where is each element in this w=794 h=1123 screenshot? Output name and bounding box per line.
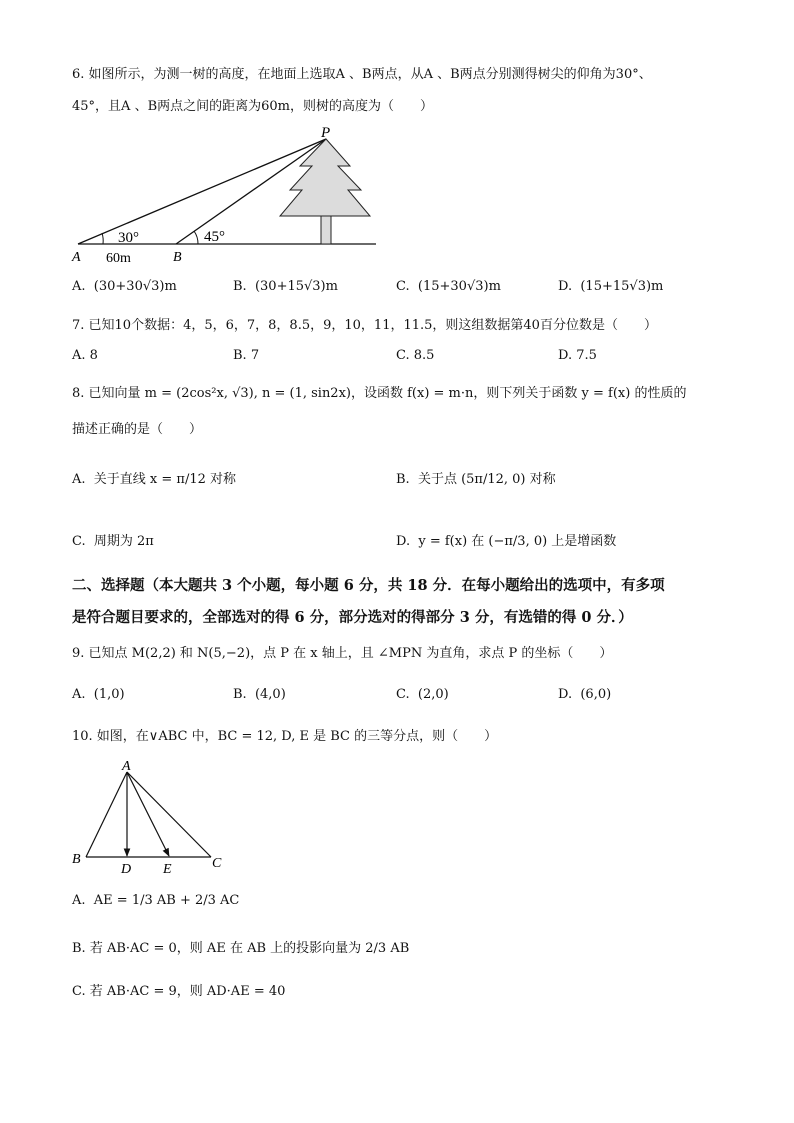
side-ab [86,772,127,857]
label-c: C [212,856,222,871]
q8-option-d: D. y = f(x) 在 (−π/3, 0) 上是增函数 [396,534,617,549]
label-b: B [72,852,81,867]
label-a: A [72,250,81,265]
q10-option-a: A. AE = 1/3 AB + 2/3 AC [72,893,240,908]
q10-option-b: B. 若 AB·AC = 0，则 AE 在 AB 上的投影向量为 2/3 AB [72,941,410,956]
angle-arc-b [194,231,198,244]
sight-line-a [78,139,326,244]
q6-option-c: C. (15+30√3)m [396,279,501,294]
angle-a-label: 30° [118,230,139,246]
q8-option-a: A. 关于直线 x = π/12 对称 [72,472,237,487]
q7-stem: 7. 已知10个数据：4，5，6，7，8，8.5，9，10，11，11.5，则这组数据第40百分位数是（ ） [72,318,657,333]
angle-arc-a [102,233,103,244]
q10-figure [68,760,238,880]
q6-stem-line2: 45°，且A 、B两点之间的距离为60m，则树的高度为（ ） [72,99,433,114]
q9-stem: 9. 已知点 M(2,2) 和 N(5,−2)，点 P 在 x 轴上，且 ∠MPN 为直角，求点 P 的坐标（ ） [72,646,613,661]
q8-option-c: C. 周期为 2π [72,534,154,549]
q10-stem: 10. 如图，在∨ABC 中，BC = 12, D, E 是 BC 的三等分点，则（ ） [72,729,498,744]
tree-icon [280,139,370,244]
q8-stem-line1: 8. 已知向量 m = (2cos²x, √3), n = (1, sin2x)，设函数 f(x) = m·n，则下列关于函数 y = f(x) 的性质的 [72,386,687,401]
q6-option-b: B. (30+15√3)m [233,279,338,294]
q6-option-d: D. (15+15√3)m [558,279,664,294]
section-2-heading-line1: 二、选择题（本大题共 3 个小题，每小题 6 分，共 18 分．在每小题给出的选项中，有多项 [72,577,665,594]
angle-b-label: 45° [204,229,225,245]
q6-option-a: A. (30+30√3)m [72,279,177,294]
q9-option-d: D. (6,0) [558,687,612,702]
q7-option-b: B. 7 [233,348,260,363]
q8-stem-line2: 描述正确的是（ ） [72,422,203,437]
q7-option-d: D. 7.5 [558,348,597,363]
label-a: A [122,760,131,774]
distance-label: 60m [106,251,131,266]
label-d: D [121,862,132,877]
vector-ae [127,772,169,856]
q9-option-a: A. (1,0) [72,687,125,702]
section-2-heading-line2: 是符合题目要求的，全部选对的得 6 分，部分选对的得部分 3 分，有选错的得 0 分．） [72,609,633,626]
label-e: E [163,862,172,877]
q9-option-c: C. (2,0) [396,687,449,702]
q9-option-b: B. (4,0) [233,687,286,702]
q6-figure [68,124,388,266]
q6-stem-line1: 6. 如图所示，为测一树的高度，在地面上选取A 、B两点，从A 、B两点分别测得树尖的仰角为30°、 [72,67,652,82]
q7-option-c: C. 8.5 [396,348,435,363]
label-p: P [321,125,331,141]
q8-option-b: B. 关于点 (5π/12, 0) 对称 [396,472,556,487]
label-b: B [173,250,182,265]
q7-option-a: A. 8 [72,348,98,363]
side-ac [127,772,211,857]
q10-option-c: C. 若 AB·AC = 9，则 AD·AE = 40 [72,984,286,999]
